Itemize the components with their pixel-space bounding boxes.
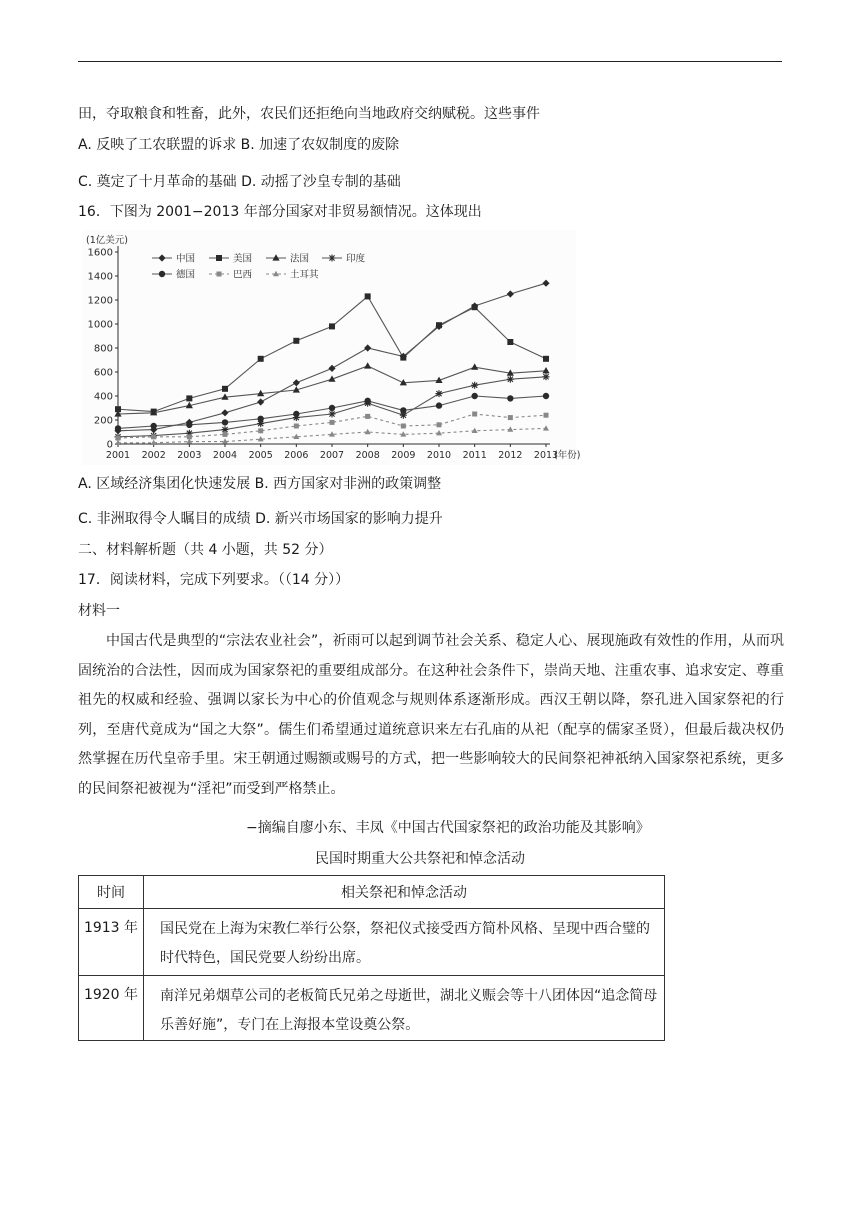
data-point-s0-5 (293, 379, 300, 386)
data-point-s5-4 (258, 428, 263, 433)
data-point-s3-12 (543, 373, 550, 380)
legend-label: 中国 (176, 253, 196, 265)
legend-label: 土耳其 (290, 269, 319, 281)
x-tick-label: 2007 (319, 450, 345, 461)
y-tick-label: 600 (93, 367, 113, 379)
x-axis-label: (年份) (554, 450, 581, 461)
data-point-s4-6 (329, 405, 335, 411)
data-point-s5-9 (437, 422, 442, 427)
q15-options-ab: A. 反映了工农联盟的诉求 B. 加速了农奴制度的废除 (78, 137, 400, 153)
data-point-s1-6 (329, 323, 335, 329)
row-year: 1920 年 (83, 987, 139, 1003)
data-point-s3-9 (436, 390, 443, 397)
row-year-cell (79, 976, 144, 1041)
data-point-s4-12 (543, 393, 549, 399)
x-tick-label: 2009 (391, 450, 416, 461)
y-tick-label: 1400 (87, 271, 113, 283)
data-point-s4-3 (222, 419, 228, 425)
data-point-s5-6 (330, 420, 335, 425)
data-point-s0-6 (328, 365, 335, 372)
x-tick-label: 2001 (105, 450, 131, 461)
q17-stem: 17．阅读材料，完成下列要求。（（14 分）） (78, 572, 350, 588)
y-tick-label: 400 (93, 391, 113, 403)
y-tick-label: 1000 (87, 319, 113, 331)
y-tick-label: 0 (106, 439, 113, 451)
data-point-s6-11 (507, 426, 513, 431)
table-header-row (79, 876, 665, 909)
q15-options-cd: C. 奠定了十月革命的基础 D. 动摇了沙皇专制的基础 (78, 174, 401, 190)
y-tick-label: 200 (93, 415, 113, 427)
data-point-s1-2 (186, 395, 192, 401)
data-point-s6-9 (436, 430, 442, 435)
legend-marker (329, 255, 336, 262)
x-tick-label: 2010 (426, 450, 452, 461)
y-tick-label: 1200 (87, 295, 113, 307)
y-axis-label: (1亿美元) (86, 235, 128, 246)
data-point-s2-7 (364, 362, 371, 368)
data-point-s5-3 (223, 432, 228, 437)
table-row (79, 909, 665, 976)
x-tick-label: 2012 (498, 450, 523, 461)
legend-marker (272, 254, 279, 260)
header-rule (78, 61, 782, 62)
section-2-title: 二、材料解析题（共 4 小题，共 52 分） (78, 542, 333, 558)
data-point-s6-10 (472, 428, 478, 433)
legend-label: 印度 (346, 253, 366, 265)
q15-stem-tail: 田，夺取粮食和牲畜，此外，农民们还拒绝向当地政府交纳赋税。这些事件 (78, 106, 540, 122)
legend-marker (217, 272, 222, 277)
data-point-s3-11 (507, 376, 514, 383)
data-point-s3-6 (329, 411, 336, 418)
row-year: 1913 年 (83, 920, 139, 936)
data-point-s4-9 (436, 402, 442, 408)
table-title: 民国时期重大公共祭祀和悼念活动 (315, 851, 525, 867)
data-point-s1-5 (293, 338, 299, 344)
q16-stem: 16．下图为 2001−2013 年部分国家对非贸易额情况。这体现出 (78, 204, 482, 220)
data-point-s0-4 (257, 398, 264, 405)
legend-label: 德国 (176, 269, 196, 281)
data-point-s5-8 (401, 424, 406, 429)
data-point-s0-11 (507, 290, 514, 297)
data-point-s1-9 (436, 322, 442, 328)
data-point-s4-4 (257, 416, 263, 422)
x-tick-label: 2003 (177, 450, 202, 461)
data-point-s1-11 (507, 339, 513, 345)
data-point-s1-10 (472, 304, 478, 310)
header-time: 时间 (79, 876, 144, 909)
y-tick-label: 800 (93, 343, 113, 355)
data-point-s5-7 (365, 414, 370, 419)
data-point-s1-4 (258, 356, 264, 362)
x-tick-label: 2004 (212, 450, 238, 461)
legend-marker (216, 255, 222, 261)
data-point-s5-5 (294, 424, 299, 429)
data-point-s5-10 (472, 412, 477, 417)
q16-options-cd: C. 非洲取得令人瞩目的成绩 D. 新兴市场国家的影响力提升 (78, 511, 443, 527)
material-1-text: 中国古代是典型的“宗法农业社会”，祈雨可以起到调节社会关系、稳定人心、展现施政有效性的作用，从而巩固统治的合法性，因而成为国家祭祀的重要组成部分。在这种社会条件下，崇尚天地、注重农事、追求安定、尊重祖先的权威和经验、强调以家长为中心的价值观念与规则体系逐渐形成。西汉王朝以降，祭孔进入国家祭祀的行列，至唐代竟成为“国之大祭”。儒生们希望通过道统意识来左右孔庙的从祀（配享的儒家圣贤），但最后裁决权仍然掌握在历代皇帝手里。宋王朝通过赐额或赐号的方式，把一些影响较大的民间祭祀神祇纳入国家祭祀系统，更多的民间祭祀被视为“淫祀”而受到严格禁止。 (78, 633, 784, 797)
legend-label: 巴西 (233, 269, 253, 281)
data-point-s4-0 (115, 425, 121, 431)
data-point-s5-1 (151, 434, 156, 439)
trade-chart-svg (82, 230, 581, 465)
table-row (79, 976, 665, 1041)
q16-options-ab: A. 区域经济集团化快速发展 B. 西方国家对非洲的政策调整 (78, 476, 442, 492)
x-tick-label: 2005 (248, 450, 273, 461)
data-point-s2-12 (542, 367, 549, 373)
data-point-s1-3 (222, 386, 228, 392)
row-activity: 国民党在上海为宋教仁举行公祭，祭祀仪式接受西方简朴风格、呈现中西合璧的时代特色，国民党要人纷纷出席。 (160, 921, 650, 966)
material-1-source: −摘编自廖小东、丰凤《中国古代国家祭祀的政治功能及其影响》 (246, 820, 650, 836)
legend-marker (159, 271, 165, 277)
data-point-s4-2 (186, 422, 192, 428)
memorial-table (78, 875, 665, 1041)
data-point-s4-8 (400, 407, 406, 413)
x-tick-label: 2013 (533, 450, 559, 461)
data-point-s3-10 (471, 382, 478, 389)
material-1-label: 材料一 (78, 603, 120, 619)
x-tick-label: 2006 (284, 450, 309, 461)
trade-chart (82, 230, 581, 465)
data-point-s4-11 (507, 395, 513, 401)
x-tick-label: 2002 (141, 450, 166, 461)
row-activity-cell (144, 976, 665, 1041)
data-point-s6-7 (365, 429, 371, 434)
data-point-s4-5 (293, 411, 299, 417)
data-point-s1-7 (365, 293, 371, 299)
legend-label: 美国 (233, 253, 253, 265)
data-point-s0-7 (364, 344, 371, 351)
header-activity: 相关祭祀和悼念活动 (144, 876, 665, 909)
data-point-s1-8 (400, 355, 406, 361)
data-point-s0-12 (542, 280, 549, 287)
data-point-s5-12 (544, 413, 549, 418)
series-line-1 (118, 296, 546, 411)
row-activity-cell (144, 909, 665, 976)
legend-label: 法国 (290, 253, 310, 265)
y-tick-label: 1600 (87, 247, 113, 259)
data-point-s5-11 (508, 415, 513, 420)
row-activity: 南洋兄弟烟草公司的老板简氏兄弟之母逝世，湖北义赈会等十八团体因“追念简母乐善好施”，专门在上海报本堂设奠公祭。 (160, 988, 658, 1033)
data-point-s4-7 (364, 398, 370, 404)
data-point-s6-12 (543, 425, 549, 430)
legend-marker (158, 254, 165, 261)
data-point-s2-10 (471, 363, 478, 369)
data-point-s4-10 (471, 393, 477, 399)
data-point-s0-3 (221, 409, 228, 416)
x-tick-label: 2008 (355, 450, 380, 461)
row-year-cell (79, 909, 144, 976)
x-tick-label: 2011 (462, 450, 487, 461)
data-point-s4-1 (150, 423, 156, 429)
data-point-s1-12 (543, 356, 549, 362)
